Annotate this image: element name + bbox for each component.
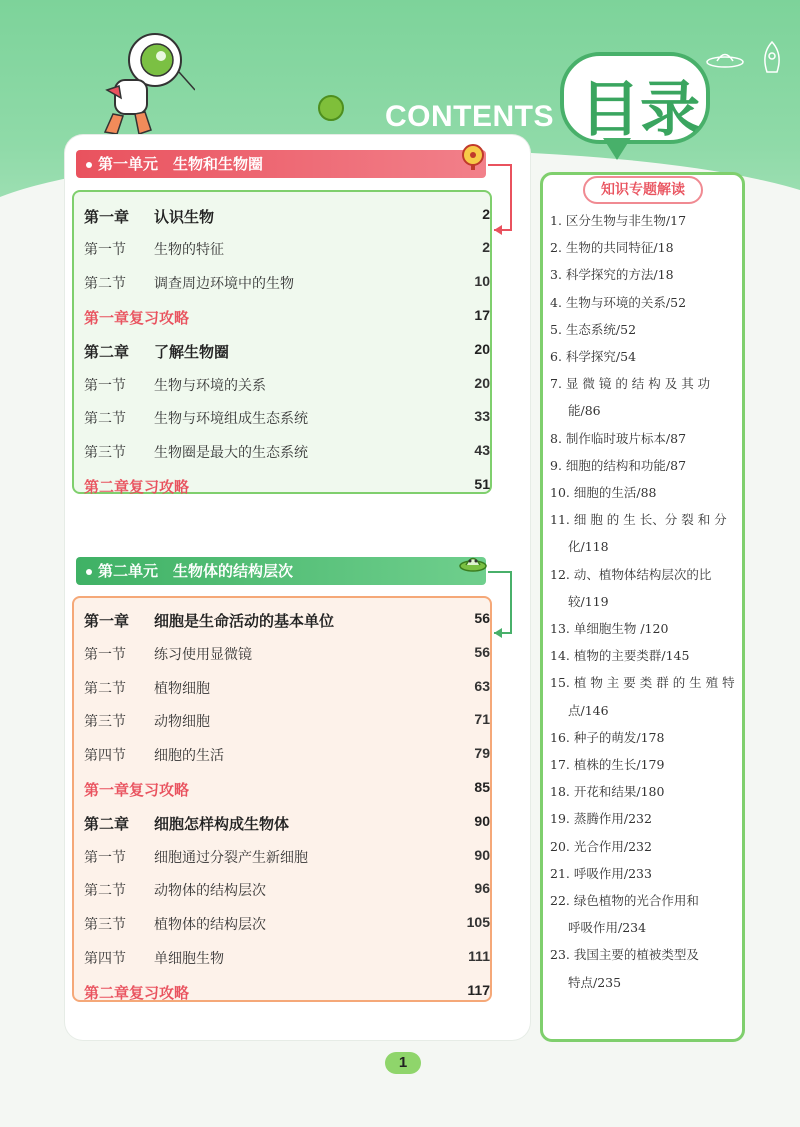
knowledge-item[interactable]: 8. 制作临时玻片标本/87 (550, 430, 687, 446)
toc-row[interactable]: 第二节 生物与环境组成生态系统 33 (84, 408, 490, 427)
knowledge-item[interactable]: 17. 植株的生长/179 (550, 757, 665, 772)
planet-icon (318, 95, 344, 121)
knowledge-item[interactable]: 22. 绿色植物的光合作用和 (550, 893, 699, 908)
toc-row[interactable]: 第三节 植物体的结构层次 105 (84, 914, 490, 933)
knowledge-item[interactable]: 23. 我国主要的植被类型及 (550, 947, 699, 963)
knowledge-item[interactable]: 呼吸作用/234 (568, 920, 647, 936)
toc-row-review[interactable]: 第一章复习攻略 17 (84, 307, 490, 327)
knowledge-item[interactable]: 20. 光合作用/232 (550, 838, 652, 854)
knowledge-item[interactable]: 18. 开花和结果/180 (550, 784, 665, 800)
knowledge-item[interactable]: 特点/235 (568, 974, 622, 990)
knowledge-item[interactable]: 10. 细胞的生活/88 (550, 485, 657, 500)
toc-row[interactable]: 第四节 细胞的生活 79 (84, 745, 490, 764)
ufo-icon (705, 50, 745, 70)
knowledge-item[interactable]: 化/118 (568, 539, 609, 555)
toc-row-review[interactable]: 第一章复习攻略 85 (84, 779, 490, 799)
knowledge-item[interactable]: 3. 科学探究的方法/18 (550, 267, 674, 283)
knowledge-item[interactable]: 12. 动、植物体结构层次的比 (550, 566, 712, 582)
toc-row[interactable]: 第一节 生物的特征 2 (84, 239, 490, 258)
knowledge-item[interactable]: 7. 显 微 镜 的 结 构 及 其 功 (550, 376, 711, 392)
toc-row[interactable]: 第二节 调查周边环境中的生物 10 (84, 273, 490, 292)
knowledge-item[interactable]: 13. 单细胞生物 /120 (550, 621, 669, 636)
knowledge-item[interactable]: 19. 蒸腾作用/232 (550, 811, 652, 827)
toc-row[interactable]: 第二章 了解生物圈 20 (84, 341, 490, 361)
knowledge-item[interactable]: 21. 呼吸作用/233 (550, 865, 652, 881)
page-number: 1 (385, 1052, 421, 1074)
toc-row-review[interactable]: 第二章复习攻略 117 (84, 982, 490, 1002)
knowledge-item[interactable]: 11. 细 胞 的 生 长、分 裂 和 分 (550, 512, 727, 528)
toc-row[interactable]: 第二章 细胞怎样构成生物体 90 (84, 813, 490, 833)
contents-label: CONTENTS (385, 100, 554, 133)
unit-2-label: 第二单元 生物体的结构层次 (98, 562, 294, 580)
knowledge-item[interactable]: 6. 科学探究/54 (550, 349, 637, 364)
rocket-icon (757, 40, 787, 85)
bullet-icon (86, 569, 92, 575)
toc-row[interactable]: 第二节 动物体的结构层次 96 (84, 880, 490, 899)
fan-icon (458, 142, 488, 172)
page-title: 目录 (580, 75, 700, 145)
toc-row[interactable]: 第一章 认识生物 2 (84, 206, 490, 226)
ufo-icon (458, 548, 488, 578)
toc-row[interactable]: 第一节 练习使用显微镜 56 (84, 644, 490, 663)
knowledge-item[interactable]: 1. 区分生物与非生物/17 (550, 213, 687, 228)
knowledge-heading: 知识专题解读 (583, 176, 703, 204)
knowledge-item[interactable]: 14. 植物的主要类群/145 (550, 648, 690, 664)
toc-row[interactable]: 第二节 植物细胞 63 (84, 678, 490, 697)
knowledge-item[interactable]: 5. 生态系统/52 (550, 321, 637, 337)
title-bubble (560, 52, 710, 144)
toc-row[interactable]: 第一章 细胞是生命活动的基本单位 56 (84, 610, 490, 630)
toc-row[interactable]: 第三节 生物圈是最大的生态系统 43 (84, 442, 490, 461)
unit-2-header[interactable] (76, 557, 486, 585)
knowledge-item[interactable]: 较/119 (568, 593, 609, 609)
knowledge-item[interactable]: 点/146 (568, 702, 609, 718)
toc-row[interactable]: 第一节 细胞通过分裂产生新细胞 90 (84, 847, 490, 866)
unit-1-header[interactable] (76, 150, 486, 178)
astronaut-illustration (95, 20, 195, 140)
knowledge-item[interactable]: 4. 生物与环境的关系/52 (550, 294, 687, 310)
toc-row[interactable]: 第三节 动物细胞 71 (84, 711, 490, 730)
unit-1-label: 第一单元 生物和生物圈 (98, 155, 264, 173)
toc-row[interactable]: 第四节 单细胞生物 111 (84, 948, 490, 967)
bullet-icon (86, 162, 92, 168)
title-bubble-tail (603, 138, 631, 160)
unit-2-connector-line (494, 632, 512, 634)
knowledge-item[interactable]: 16. 种子的萌发/178 (550, 729, 665, 745)
knowledge-item[interactable]: 9. 细胞的结构和功能/87 (550, 457, 687, 473)
toc-row-review[interactable]: 第二章复习攻略 51 (84, 476, 490, 496)
unit-1-connector-line (494, 229, 512, 231)
toc-row[interactable]: 第一节 生物与环境的关系 20 (84, 375, 490, 394)
knowledge-item[interactable]: 2. 生物的共同特征/18 (550, 240, 674, 256)
knowledge-item[interactable]: 能/86 (568, 403, 601, 419)
knowledge-item[interactable]: 15. 植 物 主 要 类 群 的 生 殖 特 (550, 675, 735, 691)
